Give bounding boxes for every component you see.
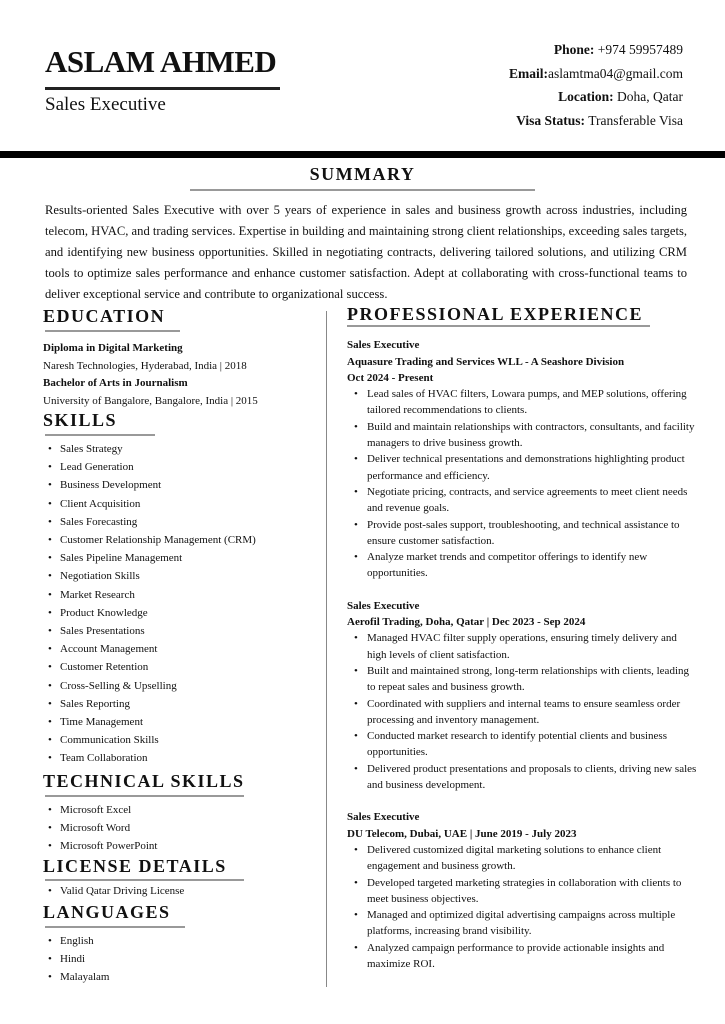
experience-heading: PROFESSIONAL EXPERIENCE — [347, 304, 644, 324]
technical-skills-list — [43, 801, 323, 856]
job-bullet: • Provide post-sales support, troubleshooting, and technical assistance to ensure customer satisfaction. — [347, 517, 697, 550]
license-section — [43, 856, 323, 900]
list-item: • Business Development — [43, 476, 323, 494]
list-item: • Account Management — [43, 640, 323, 658]
job-bullet: • Build and maintain relationships with contractors, consultants, and facility managers to drive business growth. — [347, 419, 697, 452]
skills-section — [43, 410, 323, 768]
job-bullet: • Analyze market trends and competitor offerings to identify new opportunities. — [347, 549, 697, 582]
header-divider — [0, 151, 725, 158]
contact-value: Doha, Qatar — [613, 89, 683, 104]
education-section — [43, 306, 323, 410]
list-item: • Customer Relationship Management (CRM) — [43, 531, 323, 549]
contact-label: Location: — [558, 89, 614, 104]
job-bullets — [347, 386, 697, 582]
list-item: • Customer Retention — [43, 658, 323, 676]
job-role: Sales Executive — [347, 811, 420, 824]
list-item: • English — [43, 932, 323, 950]
list-item: • Market Research — [43, 586, 323, 604]
languages-underline — [45, 926, 185, 928]
list-item: • Product Knowledge — [43, 604, 323, 622]
list-item: • Microsoft Word — [43, 819, 323, 837]
job-bullet: • Delivered product presentations and proposals to clients, driving new sales and business development. — [347, 761, 697, 794]
education-underline — [45, 330, 180, 332]
job-company-dates: Aerofil Trading, Doha, Qatar | Dec 2023 - Sep 2024 — [347, 616, 586, 629]
experience-underline — [347, 325, 650, 327]
job-bullet: • Analyzed campaign performance to provide actionable insights and maximize ROI. — [347, 940, 697, 973]
license-heading: LICENSE DETAILS — [43, 856, 227, 876]
list-item: • Team Collaboration — [43, 749, 323, 767]
education-heading: EDUCATION — [43, 306, 166, 326]
job-company-dates: Oct 2024 - Present — [347, 371, 434, 384]
contact-value: aslamtma04@gmail.com — [547, 65, 683, 81]
job-company-dates: DU Telecom, Dubai, UAE | June 2019 - July 2023 — [347, 827, 577, 840]
list-item: • Negotiation Skills — [43, 567, 323, 585]
list-item: • Malayalam — [43, 968, 323, 986]
experience-list — [347, 337, 697, 972]
job-bullets — [347, 630, 697, 793]
list-item: • Sales Pipeline Management — [43, 549, 323, 567]
contact-label: Email: — [508, 65, 548, 81]
job-bullet: • Managed HVAC filter supply operations, ensuring timely delivery and high levels of client satisfaction. — [347, 630, 697, 663]
skills-heading: SKILLS — [43, 410, 118, 430]
job-bullet: • Deliver technical presentations and demonstrations highlighting product performance and efficiency. — [347, 451, 697, 484]
list-item: • Sales Presentations — [43, 622, 323, 640]
summary-text: Results-oriented Sales Executive with over 5 years of experience in sales and business growth across industries, including telecom, HVAC, and trading services. Expertise in building and maintaining strong client relationships, exceeding sales targets, and identifying new business opportunities. Skilled in negotiating contracts, delivering tailored solutions, and utilizing CRM tools to optimize sales performance and enhance customer satisfaction. Adept at collaborating with cross-functional teams to deliver exceptional service and contribute to organizational success. — [45, 203, 687, 301]
job-company-dates: Aquasure Trading and Services WLL - A Seashore Division — [347, 355, 625, 368]
job-bullet: • Coordinated with suppliers and internal teams to ensure seamless order processing and inventory management. — [347, 696, 697, 729]
list-item: • Cross-Selling & Upselling — [43, 677, 323, 695]
list-item: • Microsoft Excel — [43, 801, 323, 819]
column-divider — [326, 311, 327, 987]
skills-underline — [45, 434, 155, 436]
job-bullet: • Negotiate pricing, contracts, and service agreements to meet client needs and revenue goals. — [347, 484, 697, 517]
job-title: Sales Executive — [45, 94, 166, 115]
list-item: • Valid Qatar Driving License — [43, 882, 323, 900]
contact-row — [509, 38, 683, 62]
list-item: • Sales Strategy — [43, 440, 323, 458]
experience-section — [347, 306, 697, 988]
candidate-name: ASLAM AHMED — [45, 44, 277, 79]
list-item: • Hindi — [43, 950, 323, 968]
education-school: University of Bangalore, Bangalore, India | 2015 — [43, 394, 258, 407]
job-bullet: • Delivered customized digital marketing solutions to enhance client engagement and business growth. — [347, 842, 697, 875]
education-degree: Bachelor of Arts in Journalism — [43, 377, 188, 389]
job-entry — [347, 598, 697, 794]
technical-skills-heading: TECHNICAL SKILLS — [43, 771, 245, 791]
summary-heading: SUMMARY — [309, 164, 416, 184]
job-bullet: • Conducted market research to identify potential clients and business opportunities. — [347, 728, 697, 761]
name-underline — [45, 87, 280, 90]
languages-list — [43, 932, 323, 987]
education-degree: Diploma in Digital Marketing — [43, 342, 183, 354]
job-bullets — [347, 842, 697, 972]
contact-row — [509, 85, 683, 109]
list-item: • Lead Generation — [43, 458, 323, 476]
list-item: • Time Management — [43, 713, 323, 731]
job-bullet: • Built and maintained strong, long-term relationships with clients, leading to repeat sales and business growth. — [347, 663, 697, 696]
job-entry — [347, 809, 697, 972]
job-bullet: • Lead sales of HVAC filters, Lowara pumps, and MEP solutions, offering tailored recommendations to clients. — [347, 386, 697, 419]
contact-label: Visa Status: — [516, 112, 586, 128]
education-list — [43, 340, 323, 410]
license-list — [43, 882, 323, 900]
skills-list — [43, 440, 323, 768]
job-bullet: • Developed targeted marketing strategies in collaboration with clients to meet business objectives. — [347, 875, 697, 908]
contact-label: Phone: — [553, 42, 595, 57]
contact-value: Transferable Visa — [585, 112, 683, 128]
job-bullet: • Managed and optimized digital advertising campaigns across multiple platforms, increasing brand visibility. — [347, 907, 697, 940]
summary-underline — [190, 189, 535, 191]
list-item: • Client Acquisition — [43, 495, 323, 513]
job-role: Sales Executive — [347, 339, 420, 352]
technical-skills-section — [43, 771, 323, 856]
job-role: Sales Executive — [347, 599, 420, 612]
list-item: • Sales Forecasting — [43, 513, 323, 531]
job-entry — [347, 337, 697, 581]
languages-heading: LANGUAGES — [43, 902, 171, 922]
languages-section — [43, 902, 323, 987]
education-school: Naresh Technologies, Hyderabad, India | 2018 — [43, 359, 247, 372]
contact-row — [509, 62, 683, 86]
contact-info — [509, 38, 683, 132]
license-underline — [45, 879, 244, 881]
contact-value: +974 59957489 — [594, 42, 683, 57]
list-item: • Communication Skills — [43, 731, 323, 749]
contact-row — [509, 109, 683, 133]
list-item: • Sales Reporting — [43, 695, 323, 713]
list-item: • Microsoft PowerPoint — [43, 837, 323, 855]
technical-skills-underline — [45, 795, 244, 797]
